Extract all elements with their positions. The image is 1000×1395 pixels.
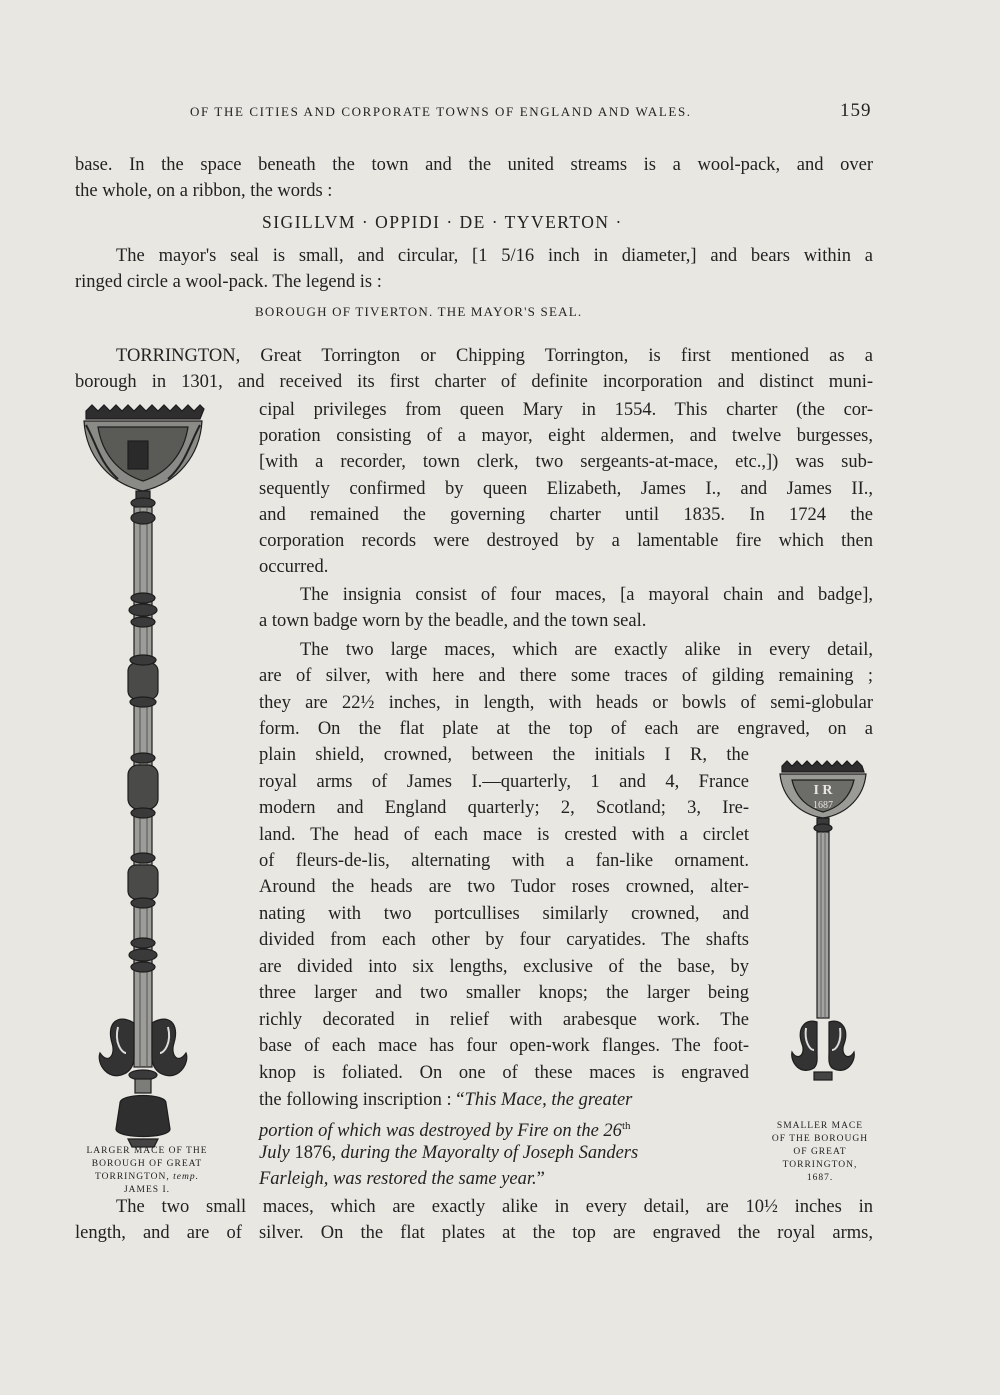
small-mace-caption bbox=[760, 1120, 880, 1185]
text-line: a town badge worn by the beadle, and the town seal. bbox=[259, 611, 647, 631]
text-line: plain shield, crowned, between the initials I R, the bbox=[259, 745, 749, 765]
text-line: TORRINGTON, Great Torrington or Chipping Torrington, is first mentioned as a bbox=[116, 346, 873, 366]
seal-legend: SIGILLVM · OPPIDI · DE · TYVERTON · bbox=[262, 212, 623, 232]
running-head: OF THE CITIES AND CORPORATE TOWNS OF ENGLAND AND WALES. bbox=[190, 104, 692, 119]
italic-span: portion of which was destroyed by Fire on the 26 bbox=[259, 1121, 622, 1142]
small-mace-illustration bbox=[778, 760, 868, 1100]
text-line: are of silver, with here and there some traces of gilding remaining ; bbox=[259, 666, 873, 686]
large-mace-caption bbox=[62, 1145, 232, 1197]
text-line: ringed circle a wool-pack. The legend is : bbox=[75, 272, 382, 292]
text-line: occurred. bbox=[259, 557, 329, 577]
text-line: and remained the governing charter until 1835. In 1724 the bbox=[259, 505, 873, 525]
caption-span: TORRINGTON, bbox=[95, 1172, 174, 1182]
inscription-line bbox=[259, 1166, 545, 1192]
caption-line: 1687. bbox=[806, 1173, 834, 1183]
text-line: [with a recorder, town clerk, two sergeants-at-mace, etc.,]) was sub- bbox=[259, 452, 873, 472]
inscription-line bbox=[259, 1087, 749, 1113]
text-line: nating with two portcullises similarly crowned, and bbox=[259, 904, 749, 924]
text-line: The two large maces, which are exactly alike in every detail, bbox=[300, 640, 873, 660]
page-number: 159 bbox=[840, 100, 872, 121]
caption-line: LARGER MACE OF THE bbox=[86, 1146, 208, 1156]
text-line: of fleurs-de-lis, alternating with a fan-like ornament. bbox=[259, 851, 749, 871]
italic-span: This Mace, the greater bbox=[464, 1090, 633, 1110]
small-mace-initials: I R bbox=[813, 783, 833, 798]
text-span: 1876, bbox=[289, 1143, 341, 1163]
mayor-seal-legend: BOROUGH OF TIVERTON. THE MAYOR'S SEAL. bbox=[255, 304, 583, 319]
text-line: borough in 1301, and received its first charter of definite incorporation and distinct muni- bbox=[75, 372, 873, 392]
text-line: corporation records were destroyed by a lamentable fire which then bbox=[259, 531, 873, 551]
text-line: poration consisting of a mayor, eight aldermen, and twelve burgesses, bbox=[259, 426, 873, 446]
caption-line bbox=[62, 1171, 232, 1184]
text-line: knop is foliated. On one of these maces is engraved bbox=[259, 1063, 749, 1083]
text-line: sequently confirmed by queen Elizabeth, James I., and James II., bbox=[259, 479, 873, 499]
caption-line: OF GREAT bbox=[793, 1147, 847, 1157]
italic-span: July bbox=[259, 1143, 290, 1163]
caption-line: SMALLER MACE bbox=[776, 1121, 864, 1131]
superscript: th bbox=[621, 1120, 631, 1132]
inscription-line bbox=[259, 1140, 749, 1166]
text-line: base. In the space beneath the town and the united streams is a wool-pack, and over bbox=[75, 155, 873, 175]
caption-line: TORRINGTON, bbox=[782, 1160, 858, 1170]
text-line: length, and are of silver. On the flat plates at the top are engraved the royal arms, bbox=[75, 1223, 873, 1243]
text-line: they are 22½ inches, in length, with heads or bowls of semi-globular bbox=[259, 693, 873, 713]
text-line: form. On the flat plate at the top of each are engraved, on a bbox=[259, 719, 873, 739]
italic-span: during the Mayoralty of Joseph Sanders bbox=[340, 1143, 639, 1163]
small-mace-date: 1687 bbox=[813, 800, 833, 811]
caption-line: BOROUGH OF GREAT bbox=[91, 1159, 203, 1169]
caption-italic: temp. bbox=[173, 1172, 199, 1182]
text-line: The two small maces, which are exactly alike in every detail, are 10½ inches in bbox=[116, 1197, 873, 1217]
text-line: the whole, on a ribbon, the words : bbox=[75, 181, 333, 201]
text-span: ” bbox=[536, 1169, 545, 1189]
text-line: divided from each other by four caryatides. The shafts bbox=[259, 930, 749, 950]
text-line: base of each mace has four open-work flanges. The foot- bbox=[259, 1036, 749, 1056]
text-line: royal arms of James I.—quarterly, 1 and 4, France bbox=[259, 772, 749, 792]
caption-line: OF THE BOROUGH bbox=[771, 1134, 869, 1144]
large-mace-illustration bbox=[78, 403, 208, 1148]
text-line: three larger and two smaller knops; the larger being bbox=[259, 983, 749, 1003]
text-line: modern and England quarterly; 2, Scotland; 3, Ire- bbox=[259, 798, 749, 818]
text-line: land. The head of each mace is crested with a circlet bbox=[259, 825, 749, 845]
text-line: Around the heads are two Tudor roses crowned, alter- bbox=[259, 877, 749, 897]
caption-line: JAMES I. bbox=[123, 1185, 170, 1195]
text-line: richly decorated in relief with arabesque work. The bbox=[259, 1010, 749, 1030]
text-line: cipal privileges from queen Mary in 1554. This charter (the cor- bbox=[259, 400, 873, 420]
italic-span: Farleigh, was restored the same year. bbox=[259, 1169, 537, 1189]
text-line: The insignia consist of four maces, [a mayoral chain and badge], bbox=[300, 585, 873, 605]
text-span: the following inscription : “ bbox=[259, 1090, 465, 1110]
text-line: The mayor's seal is small, and circular, [1 5/16 inch in diameter,] and bears within a bbox=[116, 246, 873, 266]
text-line: are divided into six lengths, exclusive of the base, by bbox=[259, 957, 749, 977]
